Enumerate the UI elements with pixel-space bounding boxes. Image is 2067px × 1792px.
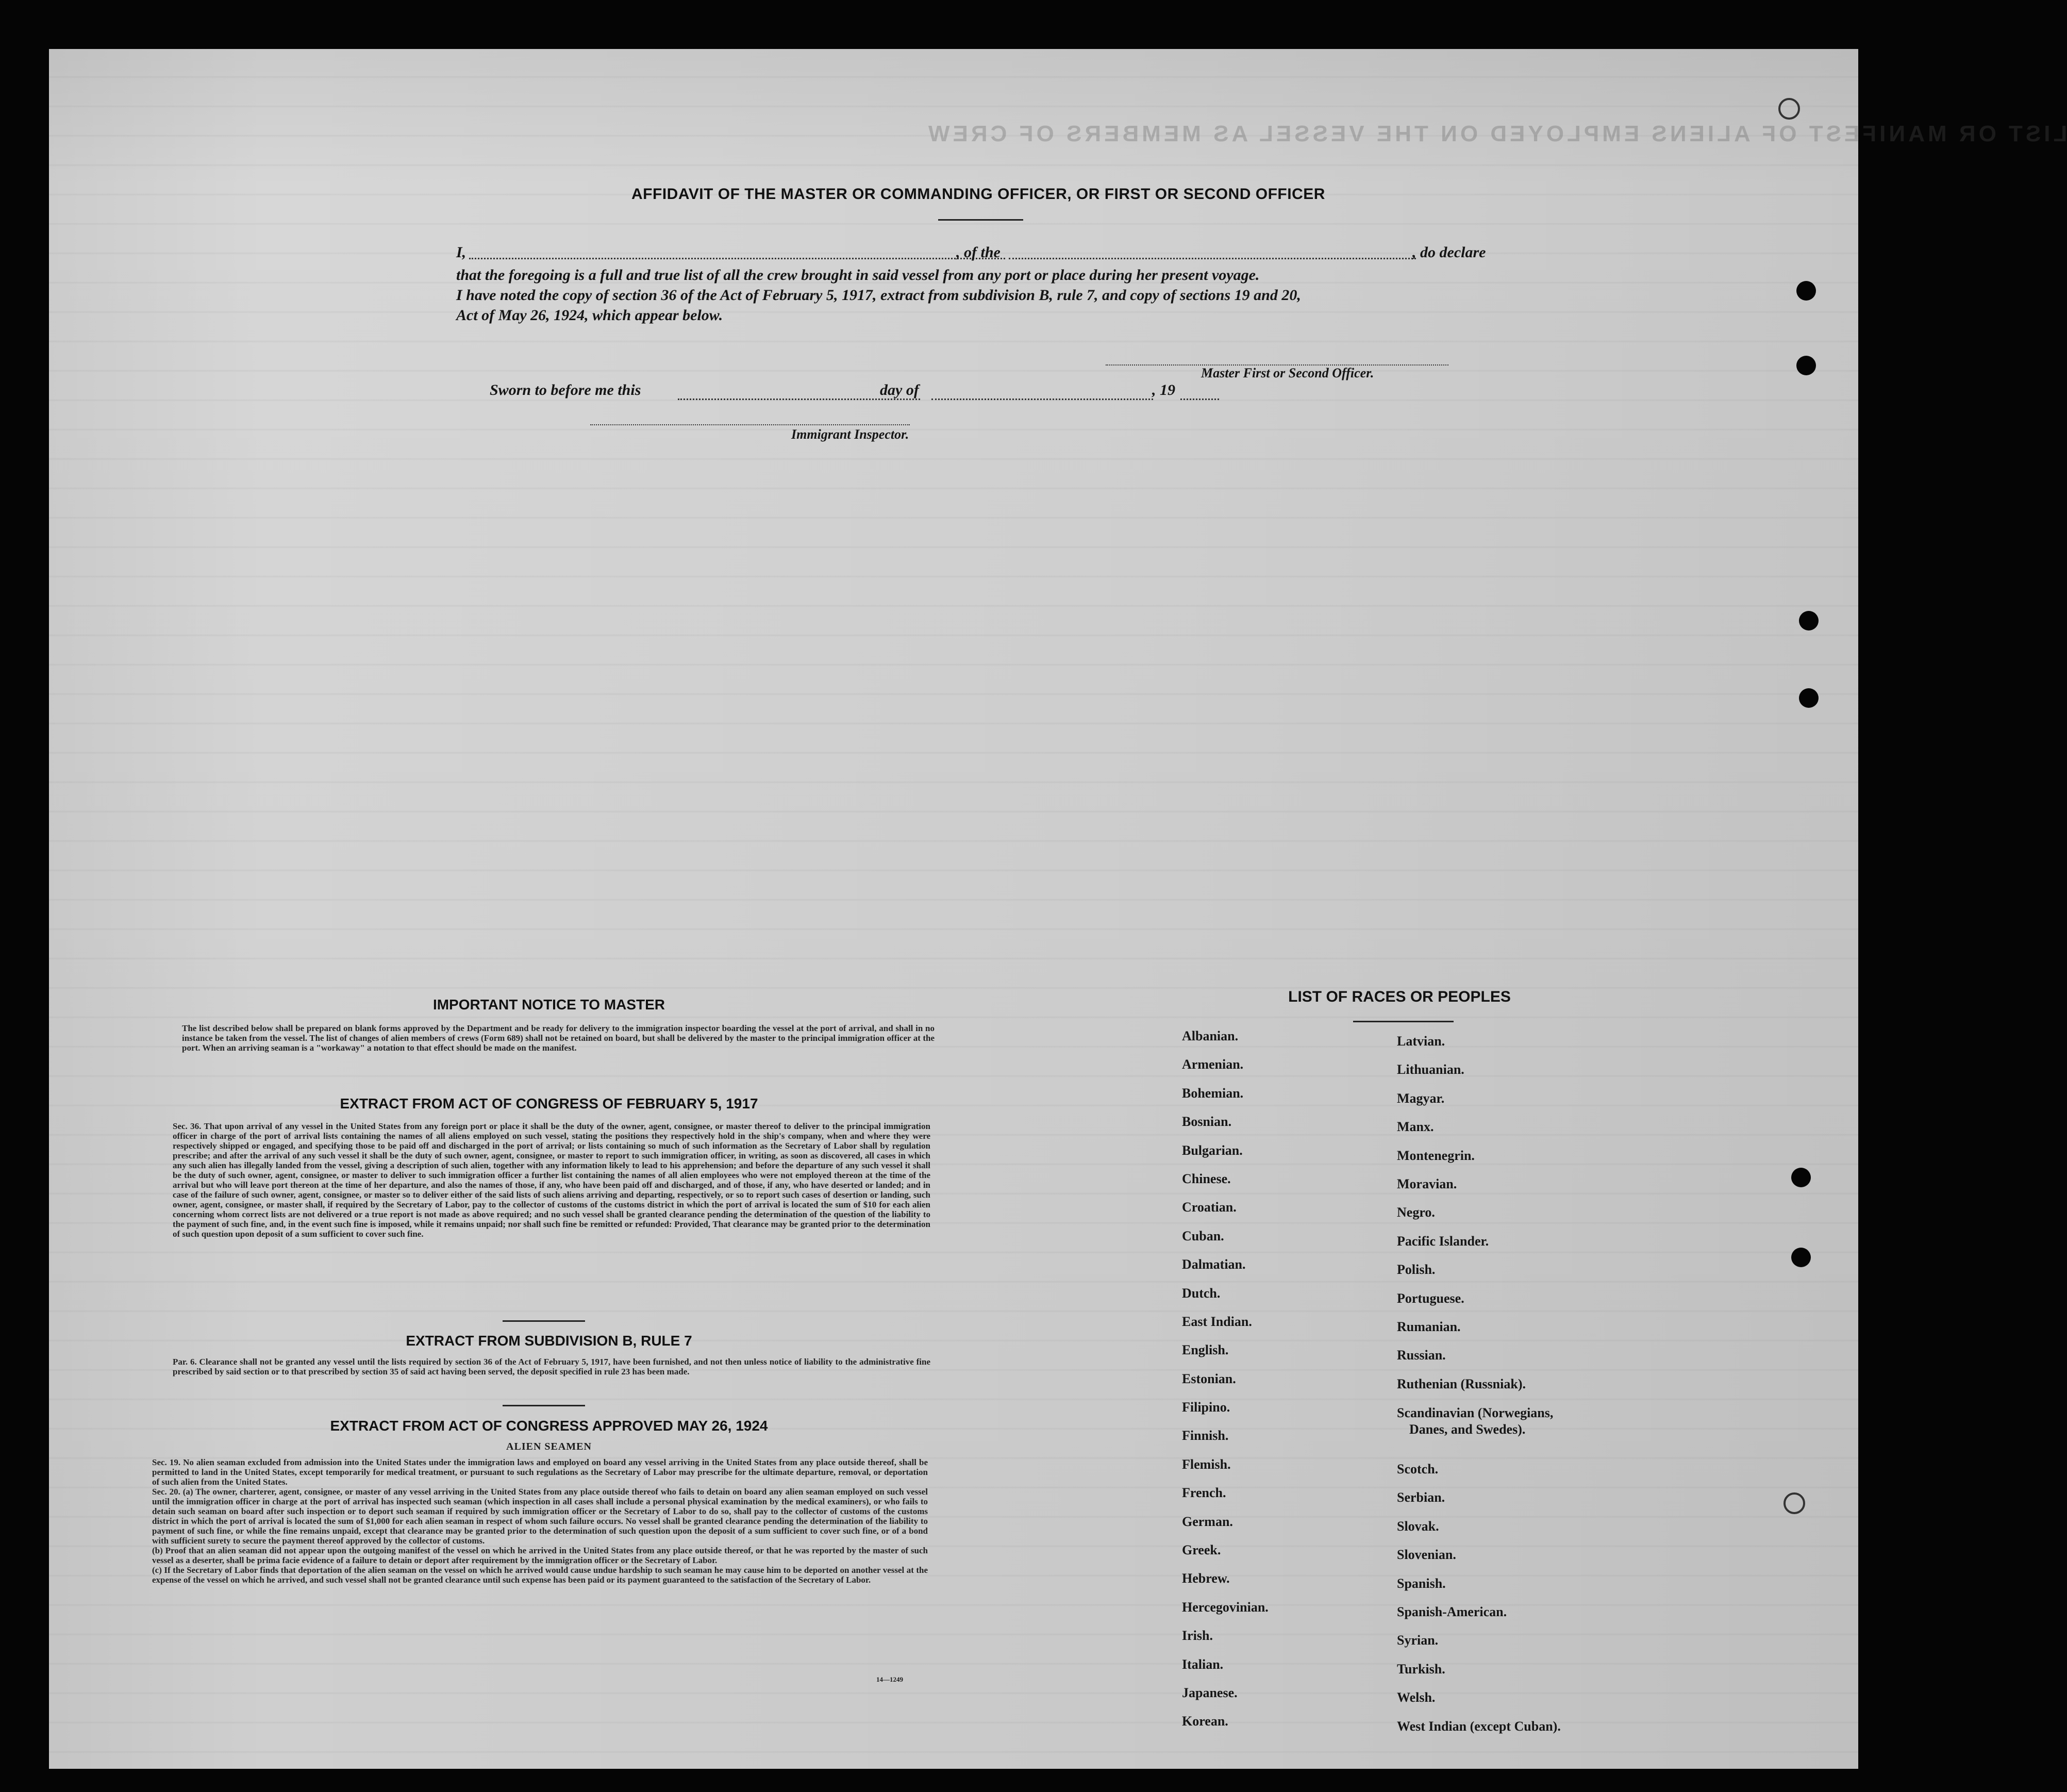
section-divider [503,1405,585,1406]
affidavit-title: AFFIDAVIT OF THE MASTER OR COMMANDING OFFICER, OR FIRST OR SECOND OFFICER [631,186,1325,203]
race-item: Turkish. [1397,1661,1445,1677]
section-19-text: Sec. 19. No alien seaman excluded from admission into the United States under the immigration laws and employed on board any vessel arriving in the United States from any place outside thereof, shall be permitted to land in the United States, except temporarily for medical treatment, or pursuant to such regulations as the Secretary of Labor may prescribe for the ultimate departure, removal, or deportation of such alien from the United States. [152,1457,928,1487]
race-item: Bohemian. [1182,1085,1244,1101]
notice-title: IMPORTANT NOTICE TO MASTER [432,997,665,1013]
alien-seamen-subtitle: ALIEN SEAMEN [506,1441,592,1452]
name-blank-line[interactable] [469,258,1005,259]
race-item: Chinese. [1182,1171,1231,1186]
bleed-through-heading: LIST OR MANIFEST OF ALIENS EMPLOYED ON THE VESSEL AS MEMBERS OF CREW [925,121,2067,146]
race-item: Latvian. [1397,1034,1445,1049]
race-item: Korean. [1182,1714,1228,1729]
binder-ring-mark [1778,98,1800,120]
act-1924-title: EXTRACT FROM ACT OF CONGRESS APPROVED MAY 26, 1924 [330,1418,768,1434]
sworn-year-blank-line[interactable] [1180,399,1219,400]
race-item: Armenian. [1182,1057,1244,1072]
race-item: French. [1182,1485,1226,1501]
race-item: Bosnian. [1182,1114,1232,1130]
affidavit-i-label: I, [456,244,466,261]
race-item: Flemish. [1182,1456,1231,1472]
race-item: Croatian. [1182,1200,1237,1215]
races-divider [1353,1021,1454,1022]
form-number: 14—1249 [876,1675,903,1683]
race-item: Finnish. [1182,1428,1229,1443]
race-item: Moravian. [1397,1176,1457,1191]
binder-hole [1796,281,1816,301]
race-item: Bulgarian. [1182,1142,1243,1158]
race-item: Irish. [1182,1628,1213,1644]
binder-hole [1799,611,1819,630]
sworn-label: Sworn to before me this [490,381,641,399]
race-item: Scandinavian (Norwegians, [1397,1405,1554,1421]
of-the-label: , of the [956,244,1001,261]
race-item: Dalmatian. [1182,1257,1246,1272]
inspector-label: Immigrant Inspector. [791,427,909,442]
affidavit-divider [938,219,1023,221]
master-signature-label: Master First or Second Officer. [1201,366,1374,380]
race-item: Cuban. [1182,1228,1224,1243]
race-item: Ruthenian (Russniak). [1397,1376,1526,1391]
race-item: English. [1182,1342,1229,1358]
rule-7-body: Par. 6. Clearance shall not be granted any vessel until the lists required by section 36 of the Act of February 5, 1917, have been furnished, and not then unless notice of liability to the administrative fine prescribed by said section or to that prescribed by section 35 of said act having been served, the deposit specified in rule 23 has been made. [173,1357,930,1376]
race-item: Albanian. [1182,1028,1239,1043]
race-item: Russian. [1397,1348,1446,1363]
race-item: Montenegrin. [1397,1148,1475,1163]
act-1917-title: EXTRACT FROM ACT OF CONGRESS OF FEBRUARY 5, 1917 [340,1096,758,1111]
sworn-month-blank-line[interactable] [931,399,1153,400]
race-item: Lithuanian. [1397,1062,1464,1077]
binder-hole [1791,1168,1811,1187]
affidavit-statement-line-2: I have noted the copy of section 36 of the Act of February 5, 1917, extract from subdivision B, rule 7, and copy of sections 19 and 20, [456,287,1301,304]
race-item: Hebrew. [1182,1571,1230,1586]
race-item: Italian. [1182,1656,1224,1672]
race-item: Spanish. [1397,1575,1446,1591]
race-item: Magyar. [1397,1090,1445,1106]
act-1917-body: Sec. 36. That upon arrival of any vessel in the United States from any foreign port or place it shall be the duty of the owner, agent, consignee, or master thereof to deliver to the principal immigration officer in charge of the port of arrival lists containing the names of all aliens employed on such vessel, stating the positions they respectively hold in the ship's company, when and where they were respectively shipped or engaged, and specifying those to be paid off and discharged in the port of arrival; or lists containing so much of such information as the Secretary of Labor shall by regulation prescribe; and after the arrival of any such vessel it shall be the duty of such owner, agent, consignee, or master to report to such immigration officer, in writing, as soon as discovered, all cases in which any such alien has illegally landed from the vessel, giving a description of such alien, together with any information likely to lead to his apprehension; and before the departure of any such vessel it shall be the duty of such owner, agent, consignee, or master to deliver to such immigration officer a further list containing the names of all alien employees who were not employed thereon at the time of the arrival but who will leave port thereon at the time of her departure, and also the names of those, if any, who have been paid off and discharged, and of those, if any, who have deserted or landed; and in case of the failure of such owner, agent, consignee, or master so to deliver either of the said lists of such aliens arriving and departing, respectively, or so to report such cases of desertion or landing, such owner, agent, consignee, or master shall, if required by the Secretary of Labor, pay to the collector of customs of the customs district in which the port of arrival is located the sum of $10 for each alien concerning whom correct lists are not delivered or a true report is not made as above required; and no such vessel shall be granted clearance pending the determination of the question of the liability to the payment of such fine, and, in the event such fine is imposed, while it remains unpaid; nor shall such fine be remitted or refunded: Provided, That clearance may be granted prior to the determination of such question upon deposit of a sum sufficient to cover such fine. [173,1121,930,1239]
year-label: , 19 [1152,381,1175,399]
race-item: Dutch. [1182,1285,1221,1301]
affidavit-statement-line-1: that the foregoing is a full and true list of all the crew brought in said vessel from any port or place during her present voyage. [456,267,1260,284]
binder-hole [1796,356,1816,375]
race-item: Serbian. [1397,1490,1445,1505]
binder-hole [1799,688,1819,708]
rule-7-title: EXTRACT FROM SUBDIVISION B, RULE 7 [406,1333,692,1349]
act-1924-body [152,1457,928,1585]
race-item: Welsh. [1397,1690,1436,1705]
race-item: East Indian. [1182,1314,1252,1329]
section-20b-text: (b) Proof that an alien seaman did not appear upon the outgoing manifest of the vessel on which he arrived in the United States from any place outside thereof, or that he was reported by the master of such vessel as a deserter, shall be prima facie evidence of a failure to detain or deport after requirement by the immigration officer or the Secretary of Labor. [152,1546,928,1565]
race-item: West Indian (except Cuban). [1397,1718,1561,1734]
race-item: Negro. [1397,1205,1435,1220]
races-title: LIST OF RACES OR PEOPLES [1288,988,1511,1005]
race-item: Spanish-American. [1397,1604,1507,1620]
vessel-blank-line[interactable] [1009,258,1416,259]
races-column-1 [1182,1028,1269,1743]
race-item: Rumanian. [1397,1319,1461,1334]
race-item: Filipino. [1182,1400,1230,1415]
race-item: Syrian. [1397,1633,1439,1648]
affidavit-statement-line-3: Act of May 26, 1924, which appear below. [456,307,723,324]
inspector-signature-line[interactable] [590,424,910,425]
race-item: Manx. [1397,1119,1434,1135]
race-item: Portuguese. [1397,1290,1464,1306]
race-item: Hercegovinian. [1182,1599,1269,1615]
races-column-2 [1397,1034,1613,1747]
race-item-scandinavian [1397,1405,1613,1462]
manifest-page [49,49,2067,1769]
day-of-label: day of [880,381,919,399]
race-item: Slovak. [1397,1518,1439,1534]
race-item: German. [1182,1514,1233,1529]
race-item: Japanese. [1182,1685,1238,1700]
race-item: Estonian. [1182,1371,1236,1386]
binder-ring-mark [1783,1492,1805,1514]
section-20c-text: (c) If the Secretary of Labor finds that deportation of the alien seaman on the vessel on which he arrived would cause undue hardship to such seaman he may cause him to be deported on another vessel at the expense of the vessel on which he arrived, and such vessel shall not be granted clearance until such expense has been paid or its payment guaranteed to the satisfaction of the Secretary of Labor. [152,1565,928,1585]
race-item: Polish. [1397,1262,1436,1277]
notice-body: The list described below shall be prepared on blank forms approved by the Department and be ready for delivery to the immigration inspector boarding the vessel at the port of arrival, and shall in no instance be taken from the vessel. The list of changes of alien members of crews (Form 689) shall not be retained on board, but shall be delivered by the master to the principal immigration officer at the port. When an arriving seaman is a "workaway" a notation to that effect should be made on the manifest. [182,1023,935,1053]
race-item: Slovenian. [1397,1547,1456,1563]
race-item: Pacific Islander. [1397,1233,1489,1249]
section-20a-text: Sec. 20. (a) The owner, charterer, agent, consignee, or master of any vessel arriving in the United States from any place outside thereof who fails to detain on board any alien seaman employed on such vessel until the immigration officer in charge at the port of arrival has inspected such seaman (which inspection in all cases shall include a personal physical examination by the medical examiners), or who fails to detain such seaman on board after such inspection or to deport such seaman if required by such immigration officer or the Secretary of Labor to do so, shall pay to the collector of customs of the customs district in which the port of arrival is located the sum of $1,000 for each alien seaman in respect of whom such failure occurs. No vessel shall be granted clearance pending the determination of the liability to payment of such fine, or while the fine remains unpaid, except that clearance may be granted prior to the determination of such question upon the deposit of a sum sufficient to cover such fine, or of a bond with sufficient surety to secure the payment thereof approved by the collector of customs. [152,1487,928,1546]
do-declare-label: , do declare [1412,244,1486,261]
race-item: Scotch. [1397,1462,1439,1477]
race-item-continuation: Danes, and Swedes). [1409,1422,1526,1437]
binder-hole [1791,1248,1811,1267]
race-item: Greek. [1182,1542,1221,1558]
section-divider [503,1320,585,1322]
